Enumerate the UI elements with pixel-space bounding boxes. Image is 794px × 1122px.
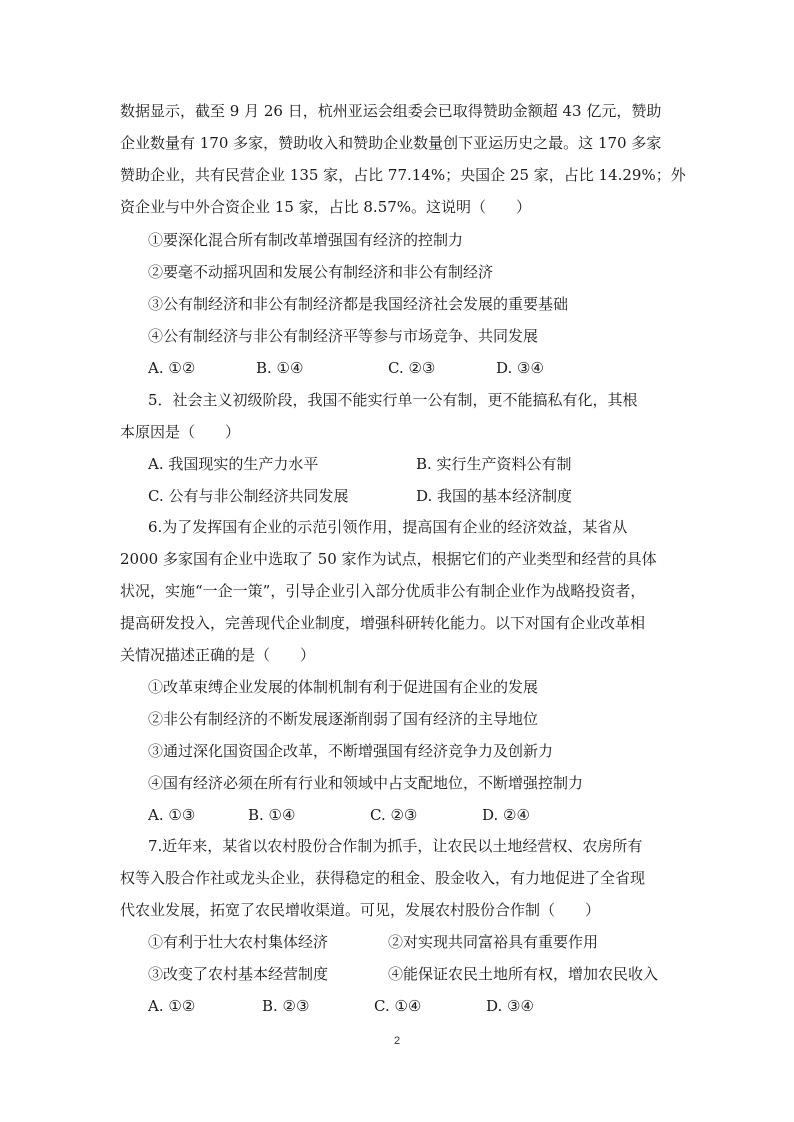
q7-option-c: C. ①④ (374, 997, 422, 1015)
q7-option-d: D. ③④ (486, 997, 534, 1015)
q6-stem-line-4: 提高研发投入，完善现代企业制度，增强科研转化能力。以下对国有企业改革相 (120, 614, 646, 632)
q7-stem-line-1: 7.近年来，某省以农村股份合作制为抓手，让农民以土地经营权、农房所有 (148, 837, 643, 855)
q5-option-b: B. 实行生产资料公有制 (416, 455, 572, 473)
q7-statement-3: ③改变了农村基本经营制度 (148, 965, 329, 983)
q6-statement-1: ①改革束缚企业发展的体制机制有利于促进国有企业的发展 (148, 678, 539, 696)
q6-statement-3: ③通过深化国资国企改革，不断增强国有经济竞争力及创新力 (148, 742, 554, 760)
q4-option-c: C. ②③ (388, 359, 436, 377)
q4-option-d: D. ③④ (496, 359, 544, 377)
q6-stem-line-2: 2000 多家国有企业中选取了 50 家作为试点，根据它们的产业类型和经营的具体 (120, 550, 657, 568)
q7-statement-2: ②对实现共同富裕具有重要作用 (388, 933, 599, 951)
q7-stem-line-3: 代农业发展，拓宽了农民增收渠道。可见，发展农村股份合作制（ ） (120, 901, 601, 919)
page-number: 2 (393, 1035, 401, 1047)
q6-statement-4: ④国有经济必须在所有行业和领域中占支配地位，不断增强控制力 (148, 774, 584, 792)
q4-option-b: B. ①④ (256, 359, 304, 377)
q6-stem-line-1: 6.为了发挥国有企业的示范引领作用，提高国有企业的经济效益，某省从 (148, 518, 628, 536)
q4-stem-line-2: 企业数量有 170 多家，赞助收入和赞助企业数量创下亚运历史之最。这 170 多家 (120, 134, 662, 152)
q6-stem-line-5: 关情况描述正确的是（ ） (120, 646, 316, 664)
q4-option-a: A. ①② (148, 359, 196, 377)
q4-stem-line-3: 赞助企业，共有民营企业 135 家，占比 77.14%；央国企 25 家，占比 14.29%；外 (120, 166, 686, 184)
q6-statement-2: ②非公有制经济的不断发展逐渐削弱了国有经济的主导地位 (148, 710, 539, 728)
q4-statement-3: ③公有制经济和非公有制经济都是我国经济社会发展的重要基础 (148, 295, 569, 313)
q5-stem-line-2: 本原因是（ ） (120, 423, 241, 441)
q4-statement-4: ④公有制经济与非公有制经济平等参与市场竞争、共同发展 (148, 327, 539, 345)
q7-option-b: B. ②③ (262, 997, 310, 1015)
q6-option-d: D. ②④ (482, 806, 530, 824)
q4-stem-line-4: 资企业与中外合资企业 15 家，占比 8.57%。这说明（ ） (120, 198, 532, 216)
q6-option-c: C. ②③ (370, 806, 418, 824)
q5-stem-line-1: 5．社会主义初级阶段，我国不能实行单一公有制，更不能搞私有化，其根 (148, 391, 638, 409)
q4-statement-2: ②要毫不动摇巩固和发展公有制经济和非公有制经济 (148, 263, 494, 281)
q7-statement-1: ①有利于壮大农村集体经济 (148, 933, 329, 951)
q6-option-b: B. ①④ (248, 806, 296, 824)
q7-option-a: A. ①② (148, 997, 196, 1015)
q6-option-a: A. ①③ (148, 806, 196, 824)
q6-stem-line-3: 状况，实施“一企一策”，引导企业引入部分优质非公有制企业作为战略投资者， (120, 582, 646, 600)
q4-stem-line-1: 数据显示，截至 9 月 26 日，杭州亚运会组委会已取得赞助金额超 43 亿元，赞助 (120, 102, 662, 120)
q7-stem-line-2: 权等入股合作社或龙头企业，获得稳定的租金、股金收入，有力地促进了全省现 (120, 869, 646, 887)
q5-option-d: D. 我国的基本经济制度 (416, 487, 573, 505)
q4-statement-1: ①要深化混合所有制改革增强国有经济的控制力 (148, 231, 464, 249)
q5-option-a: A. 我国现实的生产力水平 (148, 455, 319, 473)
q7-statement-4: ④能保证农民土地所有权，增加农民收入 (388, 965, 659, 983)
q5-option-c: C. 公有与非公制经济共同发展 (148, 487, 349, 505)
